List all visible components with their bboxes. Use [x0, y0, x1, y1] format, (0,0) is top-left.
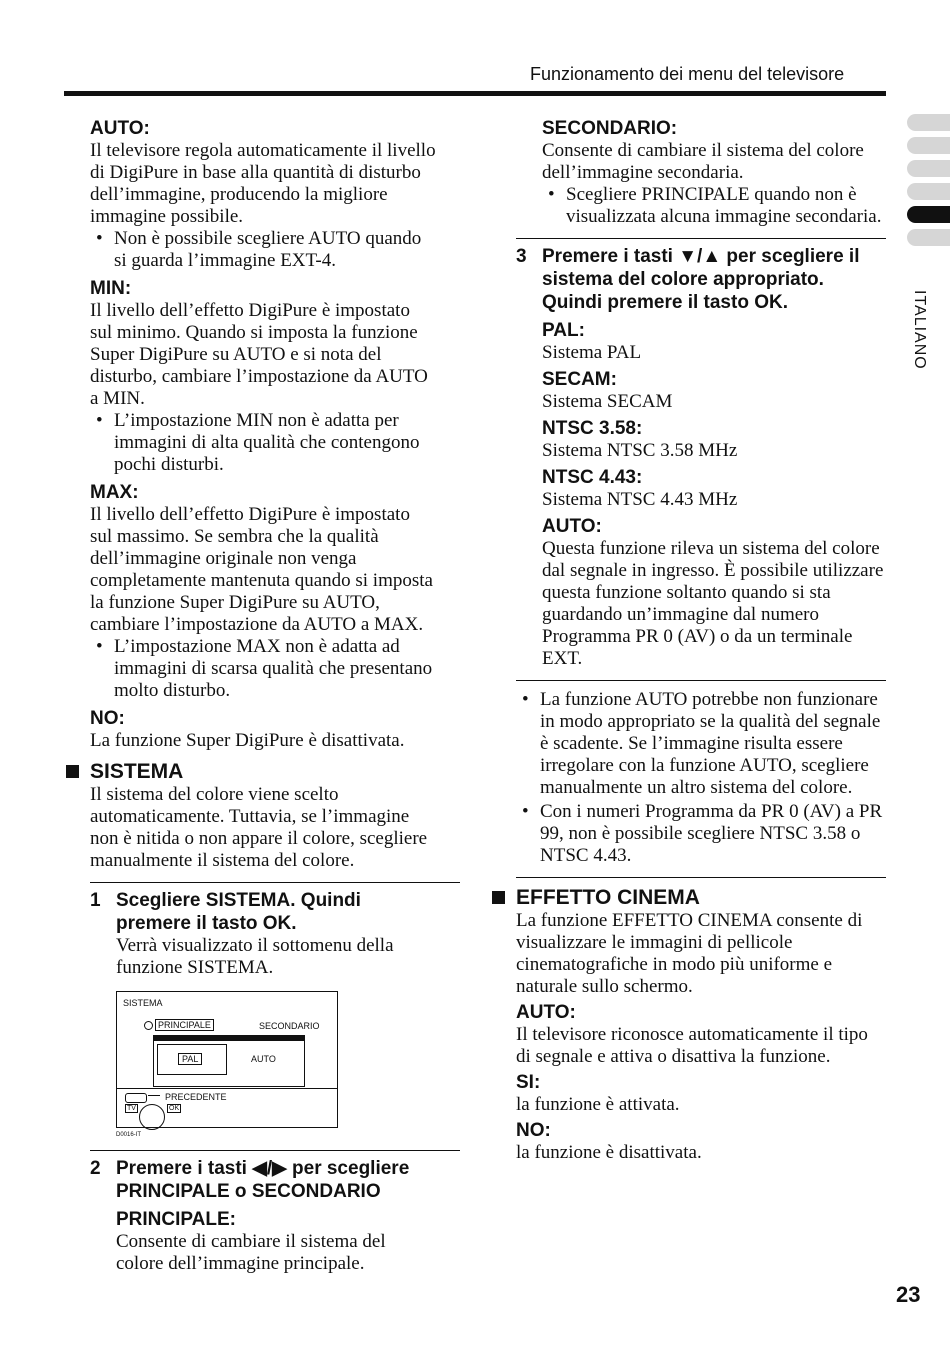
language-label-text: ITALIANO [911, 290, 928, 370]
ntsc358-text: Sistema NTSC 3.58 MHz [542, 440, 738, 461]
osd-tv: TV [127, 1105, 136, 1112]
osd-pal: PAL [178, 1053, 202, 1065]
max-bullet: • L’impostazione MAX non è adatta ad immagini di scarsa qualità che presentano molto disturbo. [90, 636, 436, 702]
note-bullet-2: • Con i numeri Programma da PR 0 (AV) a PR 99, non è possibile scegliere NTSC 3.58 o NTSC 4.43. [516, 801, 886, 867]
diagram-code: D0016-IT [116, 1132, 142, 1138]
auto-text: Il televisore regola automaticamente il livello di DigiPure in base alla quantità di disturbo dell’immagine, producendo la migliore immagine possibile. [90, 140, 436, 227]
pal-heading: PAL: [542, 320, 585, 341]
cinema-auto-heading: AUTO: [516, 1002, 576, 1023]
ntsc358-heading: NTSC 3.58: [542, 418, 643, 439]
min-bullet: • L’impostazione MIN non è adatta per immagini di alta qualità che contengono pochi disturbi. [90, 410, 436, 476]
divider [516, 680, 886, 681]
si-text: la funzione è attivata. [516, 1094, 680, 1115]
osd-divider [117, 1088, 337, 1089]
sistema-section-heading: SISTEMA [64, 760, 436, 784]
osd-secondario: SECONDARIO [259, 1021, 320, 1031]
cinema-text: La funzione EFFETTO CINEMA consente di visualizzare le immagini di pellicole cinematografiche in modo più uniforme e naturale sullo schermo. [516, 910, 863, 997]
cinema-auto-text: Il televisore riconosce automaticamente il tipo di segnale e attiva o disattiva la funzione. [516, 1024, 868, 1067]
square-bullet-icon [66, 765, 79, 778]
sistema-menu-diagram [116, 991, 338, 1128]
step-3: 3 Premere i tasti ▼/▲ per scegliere il sistema del colore appropriato. Quindi premere il tasto OK. [516, 246, 860, 313]
divider [516, 238, 886, 239]
principale-text: Consente di cambiare il sistema del colore dell’immagine principale. [116, 1231, 386, 1274]
page-header-title: Funzionamento dei menu del televisore [530, 64, 845, 84]
section-tab [907, 137, 950, 154]
cinema-no-heading: NO: [516, 1120, 551, 1141]
auto-heading: AUTO: [90, 118, 150, 139]
step-1-text: Verrà visualizzato il sottomenu della funzione SISTEMA. [116, 935, 394, 978]
return-button-icon [125, 1093, 147, 1103]
section-tab [907, 229, 950, 246]
max-text: Il livello dell’effetto DigiPure è impostato sul massimo. Se sembra che la qualità dell’immagine originale non venga completamente mantenuta quando si imposta la funzione Super DigiPure su AUTO, cambiare l’impostazione da AUTO a MAX. [90, 504, 433, 635]
ntsc443-text: Sistema NTSC 4.43 MHz [542, 489, 738, 510]
secondario-heading: SECONDARIO: [542, 118, 678, 139]
cinema-no-text: la funzione è disattivata. [516, 1142, 702, 1163]
note-bullet-1: • La funzione AUTO potrebbe non funzionare in modo appropriato se la qualità del segnale è scadente. Se l’immagine risulta essere irregolare con la funzione AUTO, scegliere manualmente un altro sistema del colore. [516, 689, 886, 799]
osd-title: SISTEMA [123, 998, 163, 1008]
min-heading: MIN: [90, 278, 132, 299]
section-tab-active [907, 206, 950, 223]
effetto-cinema-section-heading: EFFETTO CINEMA [490, 886, 886, 910]
square-bullet-icon [492, 891, 505, 904]
secam-text: Sistema SECAM [542, 391, 673, 412]
divider [90, 1150, 460, 1151]
step-1: 1 Scegliere SISTEMA. Quindi premere il tasto OK. [90, 890, 361, 934]
max-heading: MAX: [90, 482, 139, 503]
osd-precedente: PRECEDENTE [165, 1092, 227, 1102]
osd-ok: OK [169, 1105, 180, 1112]
right-column [516, 118, 886, 1164]
no-heading: NO: [90, 708, 125, 729]
section-tab [907, 160, 950, 177]
ntsc443-heading: NTSC 4.43: [542, 467, 643, 488]
left-column [64, 118, 436, 1275]
step-2: 2 Premere i tasti ◀/▶ per scegliere PRINCIPALE o SECONDARIO [90, 1158, 410, 1202]
secam-heading: SECAM: [542, 369, 617, 390]
osd-principale: PRINCIPALE [155, 1019, 214, 1031]
section-tabs [907, 114, 950, 252]
page-number: 23 [896, 1282, 921, 1307]
divider [516, 877, 886, 878]
language-side-label [908, 290, 934, 410]
sistema-auto-heading: AUTO: [542, 516, 602, 537]
dpad-icon [139, 1104, 165, 1130]
osd-auto: AUTO [251, 1054, 276, 1064]
sistema-auto-text: Questa funzione rileva un sistema del colore dal segnale in ingresso. È possibile utilizzare questa funzione soltanto quando si sta guardando un’immagine dal numero Programma PR 0 (AV) o da un terminale EXT. [542, 538, 884, 669]
sistema-text: Il sistema del colore viene scelto automaticamente. Tuttavia, se l’immagine non è nitida o non appare il colore, scegliere manualmente il sistema del colore. [90, 784, 428, 871]
pal-text: Sistema PAL [542, 342, 642, 363]
principale-heading: PRINCIPALE: [116, 1209, 236, 1230]
radio-icon [144, 1021, 153, 1030]
auto-bullet: • Non è possibile scegliere AUTO quando si guarda l’immagine EXT-4. [90, 228, 436, 272]
secondario-text: Consente di cambiare il sistema del colore dell’immagine secondaria. [542, 140, 864, 183]
no-text: La funzione Super DigiPure è disattivata. [90, 730, 405, 751]
divider [90, 882, 460, 883]
arrow-line-icon [148, 1095, 160, 1096]
section-tab [907, 114, 950, 131]
secondario-bullet: • Scegliere PRINCIPALE quando non è visualizzata alcuna immagine secondaria. [542, 184, 886, 228]
header-rule [64, 91, 886, 96]
osd-submenu [153, 1035, 305, 1087]
min-text: Il livello dell’effetto DigiPure è impostato sul minimo. Quando si imposta la funzione Super DigiPure su AUTO e si nota del disturbo, cambiare l’impostazione da AUTO a MIN. [90, 300, 428, 409]
section-tab [907, 183, 950, 200]
si-heading: SI: [516, 1072, 541, 1093]
